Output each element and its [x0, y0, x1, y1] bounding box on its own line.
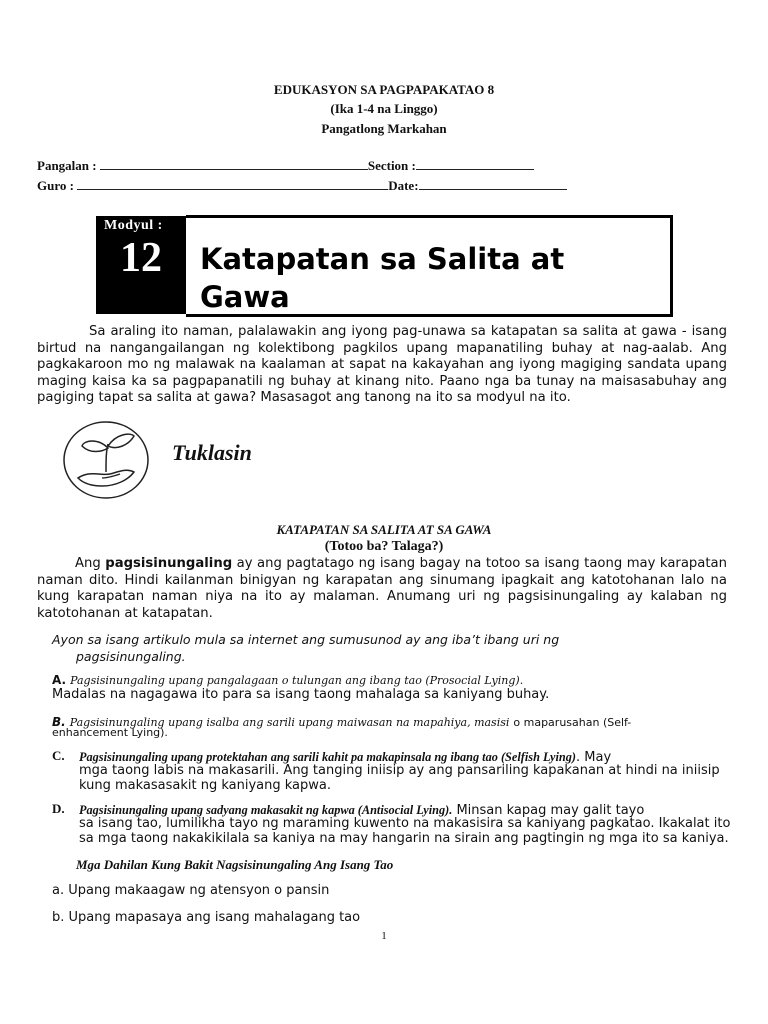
type-a-text: Madalas na nagagawa ito para sa isang taong mahalaga sa kaniyang buhay.	[52, 687, 550, 702]
section-label: Section :	[367, 158, 416, 173]
article-title: KATAPATAN SA SALITA AT SA GAWA	[276, 522, 492, 537]
type-d-title: Pagsisinungaling upang sadyang makasakit ng kapwa (Antisocial Lying).	[79, 803, 453, 817]
article-subtitle: (Totoo ba? Talaga?)	[324, 539, 444, 554]
intro-paragraph: Sa araling ito naman, palalawakin ang iyong pag-unawa sa katapatan sa salita at gawa - isang birtud na nangangailangan ng kolektibong pagkilos upang mapanatiling buhay at nag-aalab. Ang pagkakaroon mo ng malawak na kaalaman at sapat na kakayahan ang iyong magiging sandata upang maging kaisa ka sa pagpapanatili ng buhay at kinang nito. Paano nga ba tunay na maisasabuhay ang pagiging tapat sa salita at gawa? Masasagot ang tanong na ito sa modyul na ito.	[37, 324, 727, 405]
section-title: Tuklasin	[172, 440, 252, 465]
type-d-text-3: sa mga taong nakakikilala sa kaniya na may hangarin na sirain ang pagtingin ng mga ito sa kaniya.	[79, 831, 729, 846]
page-number: 1	[381, 930, 387, 942]
date-field[interactable]	[419, 178, 567, 190]
teacher-date-row	[37, 178, 567, 194]
type-a-title: Pagsisinungaling upang pangalagaan o tulungan ang ibang tao (Prosocial Lying).	[70, 674, 524, 687]
subject-title: EDUKASYON SA PAGPAPAKATAO 8	[273, 82, 495, 97]
type-c-letter: C.	[52, 748, 65, 763]
teacher-label: Guro :	[37, 178, 74, 193]
module-number: 12	[120, 235, 162, 281]
definition-rest: ay ang pagtatago ng isang bagay na totoo sa isang taong may karapatan naman dito. Hindi kailanman binigyan ng karapatan ang sinumang ipagkait ang katotohanan lalo na kung karapatan naman niya na ito ay malaman. Anumang uri ng pagsisinungaling ay kalaban ng katotohanan at katapatan.	[37, 556, 727, 621]
name-section-row	[37, 158, 534, 174]
type-d-letter: D.	[52, 801, 65, 816]
reasons-heading: Mga Dahilan Kung Bakit Nagsisinungaling Ang Isang Tao	[76, 857, 394, 872]
section-field[interactable]	[416, 158, 534, 170]
date-label: Date:	[388, 178, 419, 193]
reason-b: b. Upang mapasaya ang isang mahalagang tao	[52, 910, 361, 925]
type-b-letter: B.	[52, 715, 66, 729]
definition-term: pagsisinungaling	[105, 556, 233, 571]
type-c-title: Pagsisinungaling upang protektahan ang sarili kahit pa makapinsala ng ibang tao (Selfish Lying)	[79, 750, 576, 764]
type-c-text-1: . May	[576, 750, 612, 765]
quarter-subtitle: Pangatlong Markahan	[321, 121, 447, 136]
weeks-subtitle: (Ika 1-4 na Linggo)	[330, 101, 438, 116]
type-d-text-2: sa isang tao, lumilikha tayo ng maraming kuwento na makasisira sa kaniyang pagkatao. Ikakalat ito	[79, 816, 731, 831]
module-title-line1: Katapatan sa Salita at	[200, 242, 565, 276]
definition-lead: Ang	[75, 556, 106, 571]
module-title-box	[186, 215, 673, 317]
name-field[interactable]	[100, 158, 368, 170]
type-a-letter: A.	[52, 673, 67, 687]
type-b-text-2: enhancement Lying).	[52, 726, 168, 739]
type-c-text-2: mga taong labis na makasarili. Ang tanging iniisip ay ang pansariling kapakanan at hindi na iniisip	[79, 763, 720, 778]
module-title-line2: Gawa	[200, 280, 290, 314]
type-c-text-3: kung makasasakit ng kaniyang kapwa.	[79, 778, 332, 793]
module-title	[200, 240, 564, 316]
teacher-field[interactable]	[77, 178, 388, 190]
module-tag: Modyul :	[104, 218, 163, 233]
type-b-title: Pagsisinungaling upang isalba ang sarili upang maiwasan na mapahiya, masisi	[69, 716, 510, 729]
types-intro-line1: Ayon sa isang artikulo mula sa internet ang sumusunod ay ang iba’t ibang uri ng	[52, 632, 560, 647]
types-intro-line2: pagsisinungaling.	[76, 649, 186, 664]
module-number-block	[96, 216, 186, 314]
hand-plant-icon	[62, 420, 150, 500]
lying-definition-paragraph	[37, 556, 727, 622]
type-d-text-1: Minsan kapag may galit tayo	[452, 803, 645, 818]
type-b-text-1: o maparusahan (Self-	[513, 716, 632, 729]
name-label: Pangalan :	[37, 158, 97, 173]
reason-a: a. Upang makaagaw ng atensyon o pansin	[52, 883, 330, 898]
